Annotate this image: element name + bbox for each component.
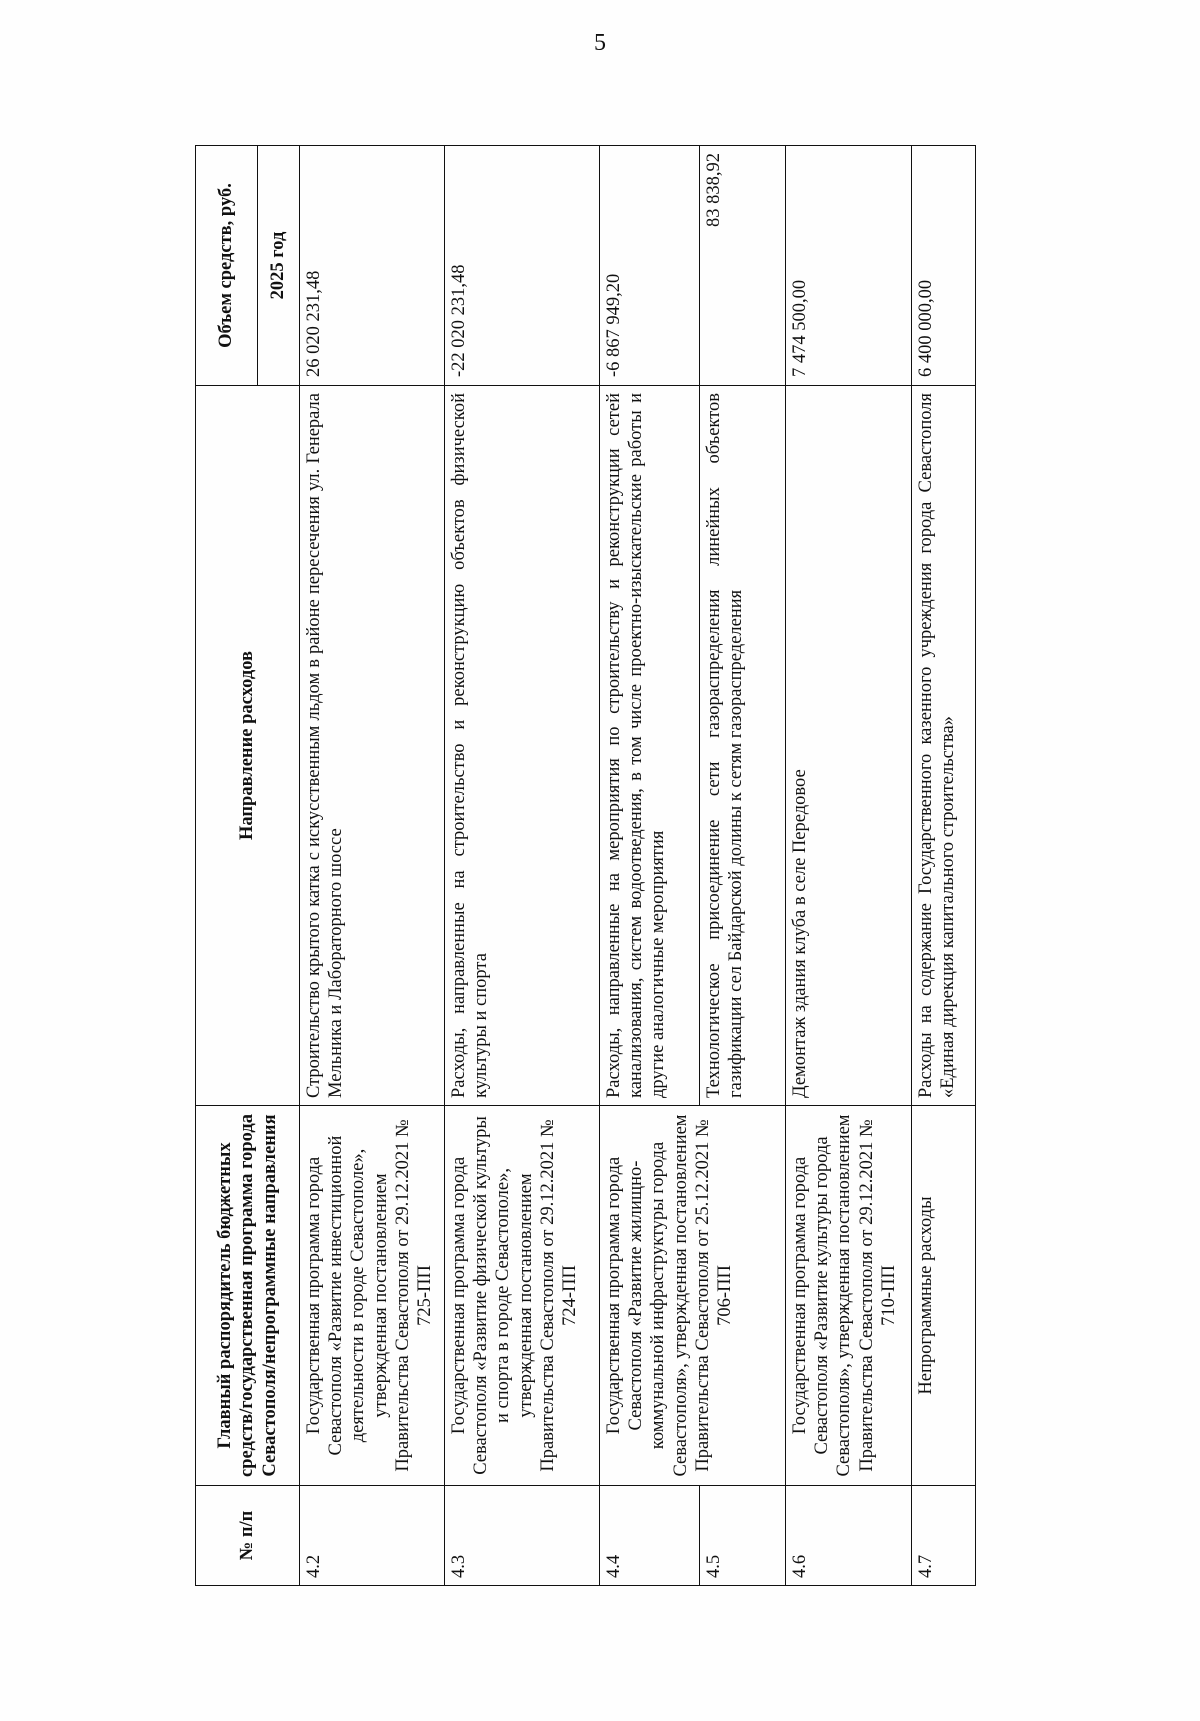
table-row <box>445 146 600 1586</box>
table-row <box>300 146 445 1586</box>
row-program: Государственная программа города Севастополя «Развитие жилищно-коммунальной инфраструктуры города Севастополя», утвержденная постановлением Правительства Севастополя от 25.12.2021 № 706-ПП <box>600 1106 786 1486</box>
row-number: 4.4 <box>600 1486 700 1586</box>
expenses-table <box>195 145 976 1586</box>
row-number: 4.3 <box>445 1486 600 1586</box>
header-num: № п/п <box>196 1486 300 1586</box>
row-number: 4.2 <box>300 1486 445 1586</box>
header-program: Главный распорядитель бюджетных средств/государственная программа города Севастополя/непрограммные направления <box>196 1106 300 1486</box>
rotated-table-container <box>195 146 975 1586</box>
row-program: Государственная программа города Севастополя «Развитие физической культуры и спорта в городе Севастополе», утвержденная постановлением Правительства Севастополя от 29.12.2021 № 724-ПП <box>445 1106 600 1486</box>
row-amount: 83 838,92 <box>700 146 786 386</box>
row-amount: 26 020 231,48 <box>300 146 445 386</box>
row-direction: Расходы на содержание Государственного казенного учреждения города Севастополя «Единая дирекция капитального строительства» <box>912 386 976 1106</box>
table-row <box>600 146 700 1586</box>
header-direction: Направление расходов <box>196 386 300 1106</box>
header-amount: Объем средств, руб. <box>196 146 258 386</box>
row-number: 4.7 <box>912 1486 976 1586</box>
row-number: 4.5 <box>700 1486 786 1586</box>
row-program: Государственная программа города Севастополя «Развитие инвестиционной деятельности в городе Севастополе», утвержденная постановлением Правительства Севастополя от 29.12.2021 № 725-ПП <box>300 1106 445 1486</box>
row-direction: Демонтаж здания клуба в селе Передовое <box>786 386 912 1106</box>
row-program: Непрограммные расходы <box>912 1106 976 1486</box>
row-direction: Расходы, направленные на мероприятия по строительству и реконструкции сетей канализования, систем водоотведения, в том числе проектно-изыскательские работы и другие аналогичные мероприятия <box>600 386 700 1106</box>
header-year: 2025 год <box>258 146 300 386</box>
row-direction: Строительство крытого катка с искусственным льдом в районе пересечения ул. Генерала Мельника и Лабораторного шоссе <box>300 386 445 1106</box>
row-direction: Расходы, направленные на строительство и реконструкцию объектов физической культуры и спорта <box>445 386 600 1106</box>
row-number: 4.6 <box>786 1486 912 1586</box>
row-amount: -6 867 949,20 <box>600 146 700 386</box>
row-program: Государственная программа города Севастополя «Развитие культуры города Севастополя», утвержденная постановлением Правительства Севастополя от 29.12.2021 № 710-ПП <box>786 1106 912 1486</box>
row-direction: Технологическое присоединение сети газораспределения линейных объектов газификации сел Байдарской долины к сетям газораспределения <box>700 386 786 1106</box>
row-amount: 7 474 500,00 <box>786 146 912 386</box>
table-row <box>912 146 976 1586</box>
row-amount: 6 400 000,00 <box>912 146 976 386</box>
table-header-row <box>196 146 258 1586</box>
page-number: 5 <box>594 30 606 56</box>
table-row <box>786 146 912 1586</box>
row-amount: -22 020 231,48 <box>445 146 600 386</box>
